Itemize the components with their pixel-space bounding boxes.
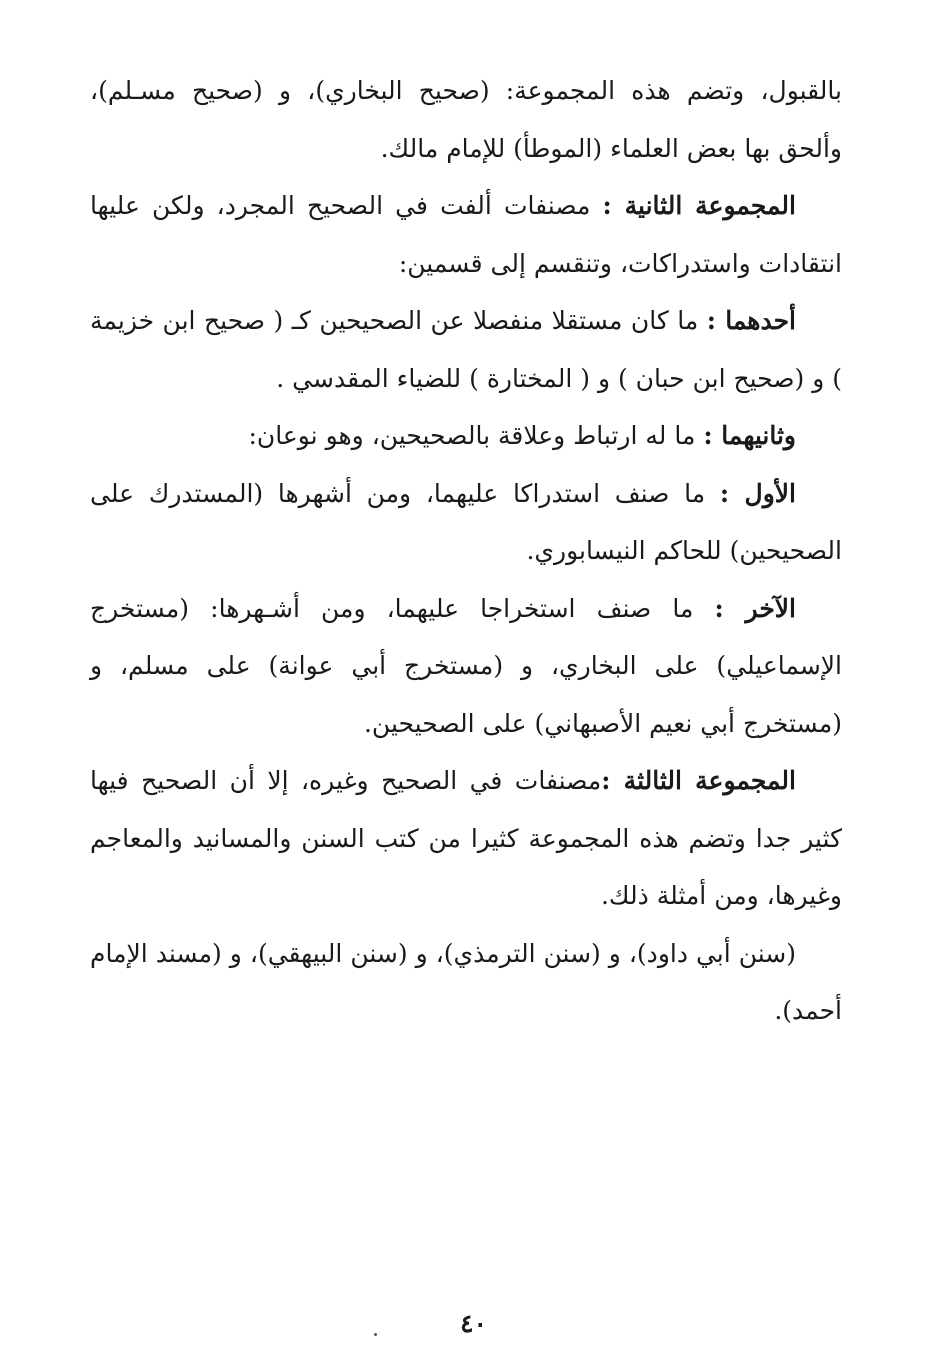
paragraph-third-group [90, 752, 842, 925]
paragraph-text: مصنفات ألفت في الصحيح المجرد، ولكن عليها انتقادات واستدراكات، وتنقسم إلى قسمين: [90, 191, 842, 278]
paragraph-lead: المجموعة الثالثة : [601, 766, 796, 795]
paragraph-text: بالقبول، وتضم هذه المجموعة: (صحيح البخاري)، و (صحيح مسـلم)، وألحق بها بعض العلماء (الموطأ) للإمام مالك. [90, 76, 842, 163]
page-number: ٤٠ [460, 1309, 487, 1338]
body-text [90, 62, 842, 1040]
paragraph-second-kind [90, 407, 842, 465]
paragraph-lead: المجموعة الثانية : [602, 191, 796, 220]
paragraph-examples [90, 925, 842, 1040]
paragraph-second-group [90, 177, 842, 292]
paragraph-text: ما صنف استخراجا عليهما، ومن أشـهرها: (مستخرج الإسماعيلي) على البخاري، و (مستخرج أبي عوانة) على مسلم، و (مستخرج أبي نعيم الأصبهاني) على الصحيحين. [90, 593, 842, 738]
paragraph-first-type [90, 465, 842, 580]
paragraph-intro [90, 62, 842, 177]
paragraph-text: ما له ارتباط وعلاقة بالصحيحين، وهو نوعان: [248, 421, 704, 450]
paragraph-text: مصنفات في الصحيح وغيره، إلا أن الصحيح فيها كثير جدا وتضم هذه المجموعة كثيرا من كتب السنن والمسانيد والمعاجم وغيرها، ومن أمثلة ذلك. [90, 766, 842, 910]
paragraph-first-kind [90, 292, 842, 407]
paragraph-lead: الآخر : [714, 593, 796, 623]
paragraph-lead: أحدهما : [706, 306, 796, 335]
paragraph-text: ما كان مستقلا منفصلا عن الصحيحين كـ ( صحيح ابن خزيمة ) و (صحيح ابن حبان ) و ( المختارة ) للضياء المقدسي . [90, 306, 842, 393]
paragraph-text: (سنن أبي داود)، و (سنن الترمذي)، و (سنن البيهقي)، و (مسند الإمام أحمد). [90, 938, 842, 1025]
ink-speck [374, 1333, 377, 1336]
paragraph-other-type [90, 580, 842, 753]
paragraph-lead: وثانيهما : [703, 421, 796, 450]
paragraph-text: ما صنف استدراكا عليهما، ومن أشهرها (المستدرك على الصحيحين) للحاكم النيسابوري. [90, 478, 842, 565]
paragraph-lead: الأول : [719, 478, 797, 508]
